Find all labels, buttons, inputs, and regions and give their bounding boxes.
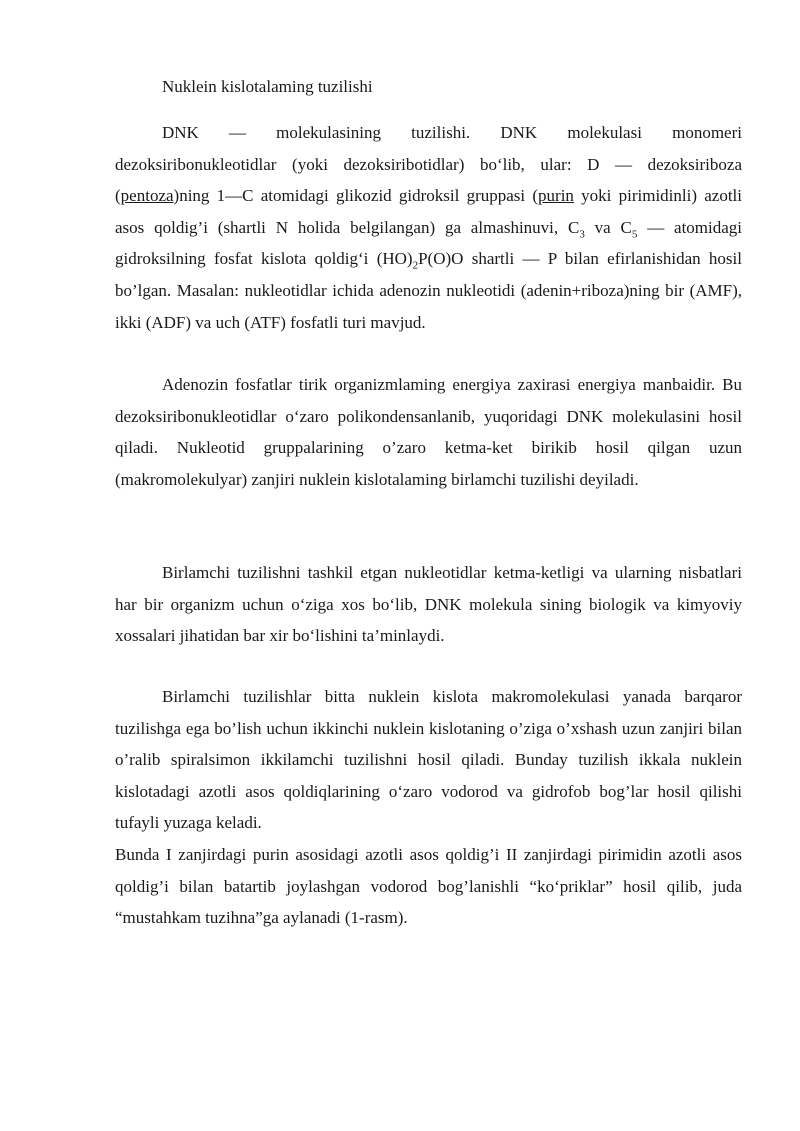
subscript-5: 5 xyxy=(631,228,638,241)
p1-text-6: P(O)O shartli — P bilan efirlanishidan hosil bo’lgan. Masalan: nukleotidlar ichida adenozin nukleotidi (adenin+riboza)ning bir (AMF), ikki (ADF) va uch (ATF) fosfatli turi mavjud. xyxy=(115,249,742,332)
paragraph-nucleotide-sequence: Birlamchi tuzilishni tashkil etgan nukleotidlar ketma-ketligi va ularning nisbatlari har bir organizm uchun o‘ziga xos bo‘lib, DNK molekula sining biologik va kimyoviy xossalari jihatidan bar xir bo‘lishini ta’minlaydi. xyxy=(115,563,742,646)
pentoza-link[interactable]: pentoza xyxy=(120,186,174,206)
paragraph-secondary-structure xyxy=(115,681,742,934)
p1-text-2: )ning 1—C atomidagi glikozid gidroksil gruppasi ( xyxy=(173,186,539,206)
p1-text-4: va C xyxy=(584,217,632,237)
purin-link[interactable]: purin xyxy=(538,186,574,206)
paragraph-dna-structure xyxy=(115,117,742,338)
p1-text-1: DNK — molekulasining tuzilishi. DNK molekulasi monomeri dezoksiribonukleotidlar (yoki dezoksiribotidlar) bo‘lib, ular: D — dezoksiriboza ( xyxy=(115,123,742,206)
section-title: Nuklein kislotalaming tuzilishi xyxy=(162,77,373,96)
subscript-3: 3 xyxy=(579,228,585,241)
p4-text-b: Bunda I zanjirdagi purin asosidagi azotli asos qoldig’i II zanjirdagi pirimidin azotli asos qoldig’i bilan batartib joylashgan vodorod bog’lanishli “ko‘priklar” hosil qilib, juda “mustahkam tuzihna”ga aylanadi (1-rasm). xyxy=(115,844,742,928)
subscript-2: 2 xyxy=(412,259,419,272)
p1-text-3: yoki pirimidinli) azotli asos qoldig’i (shartli N holida belgilangan) ga almashinuvi, C xyxy=(115,186,742,237)
p4-text-a: Birlamchi tuzilishlar bitta nuklein kislota makromolekulasi yanada barqaror tuzilishga ega bo’lish uchun ikkinchi nuklein kislotaning o’ziga o’xshash uzun zanjiri bilan o’ralib spiralsimon ikkilamchi tuzilishni hosil qiladi. Bunday tuzilish ikkala nuklein kislotadagi azotli asos qoldiqlarining o‘zaro vodorod va gidrofob bog’lar hosil qilishi tufayli yuzaga keladi. xyxy=(115,687,742,833)
paragraph-adenosine-phosphates: Adenozin fosfatlar tirik organizmlaming energiya zaxirasi energiya manbaidir. Bu dezoksiribonukleotidlar o‘zaro polikondensanlanib, yuqoridagi DNK molekulasini hosil qiladi. Nukleotid gruppalarining o’zaro ketma-ket birikib hosil qilgan uzun (makromolekulyar) zanjiri nuklein kislotalaming birlamchi tuzilishi deyiladi. xyxy=(115,375,742,489)
p1-text-5: — atomidagi gidroksilning fosfat kislota qoldig‘i (HO) xyxy=(115,217,743,269)
